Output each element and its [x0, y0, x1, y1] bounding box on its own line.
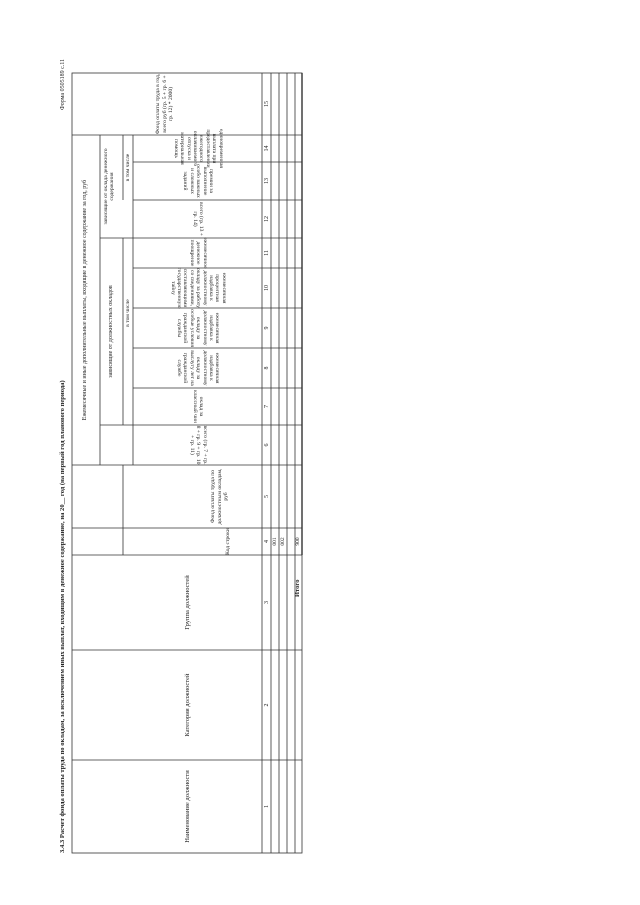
header-secret-allowance: ежемесячная процентная надбавка к должностному окладу за работу со сведениями, составляющими государственную тайну: [169, 267, 227, 309]
col-num-13: 13: [264, 178, 270, 184]
header-depending-on-maintenance: зависящие от оклада денежного содержания: [103, 148, 115, 225]
header-position-group: Группа должностей: [184, 575, 191, 630]
col-num-9: 9: [264, 326, 270, 330]
header-seniority: ежемесячная надбавка к должностному окладу за выслугу лет на гражданской службе: [175, 350, 221, 386]
header-special-conditions: ежемесячная надбавка к должностному окладу за особые условия гражданской службы: [175, 309, 221, 347]
form-number: Форма 0505189 с.11: [60, 58, 66, 110]
header-wage-fund-year: Фонд оплаты труда в год, всего руб (гр. 5 + гр. 6 + гр. 12) * 2000): [155, 73, 175, 135]
table-caption: 3.4.3 Расчет фонда оплаты труда по окладам, за исключением иных выплат, входящим в денежное содержание, на 20__ год (на первый год планового периода): [59, 380, 66, 853]
col-num-7: 7: [264, 405, 270, 408]
col-num-2: 2: [264, 703, 270, 707]
row-code-1: 001: [272, 537, 278, 546]
header-position-name: Наименование должности: [184, 770, 191, 843]
col-num-1: 1: [264, 805, 270, 808]
col-num-6: 6: [264, 443, 270, 447]
header-class-rank: оклад за классный чин: [192, 390, 205, 423]
col-num-3: 3: [264, 601, 270, 604]
header-depending-on-salary: зависящие от должностных окладов: [108, 285, 114, 378]
col-num-8: 8: [264, 366, 270, 370]
col-num-10: 10: [264, 285, 270, 291]
col-num-11: 11: [264, 250, 270, 256]
col-num-5: 5: [264, 495, 270, 498]
header-position-category: Категория должностей: [184, 673, 191, 737]
total-label: Итого: [294, 579, 301, 597]
row-code-total: 900: [295, 537, 301, 546]
col-num-12: 12: [264, 216, 270, 222]
header-including: в том числе: [125, 299, 131, 327]
col-num-4: 4: [264, 540, 270, 543]
header-total-b: всего (гр. 13 + гр. 14): [192, 202, 205, 236]
col-num-15: 15: [264, 101, 270, 107]
header-vacation-payment: единовременная выплата при предоставлении ежегодного оплачиваемого отпуска и материальная помощь: [172, 128, 224, 169]
header-monthly-payments: Ежемесячные и иные дополнительные выплаты, входящие в денежное содержание за год, руб: [82, 179, 88, 421]
header-monthly-incentive: ежемесячное денежное поощрение: [188, 237, 208, 269]
col-num-14: 14: [264, 145, 270, 152]
header-including-b: в том числе: [125, 153, 131, 182]
header-line-code: Код строки: [224, 528, 231, 555]
header-salary-fund: Фонд оплаты труда по должностным окладам, руб: [210, 468, 230, 525]
header-bonus: премии за выполнение особо важных и сложных заданий: [182, 164, 215, 198]
header-total-a: всего (гр. 7 + гр. 8 + гр. 9 + гр. 10 + гр. 11): [188, 425, 208, 465]
row-code-2: 002: [280, 537, 286, 546]
